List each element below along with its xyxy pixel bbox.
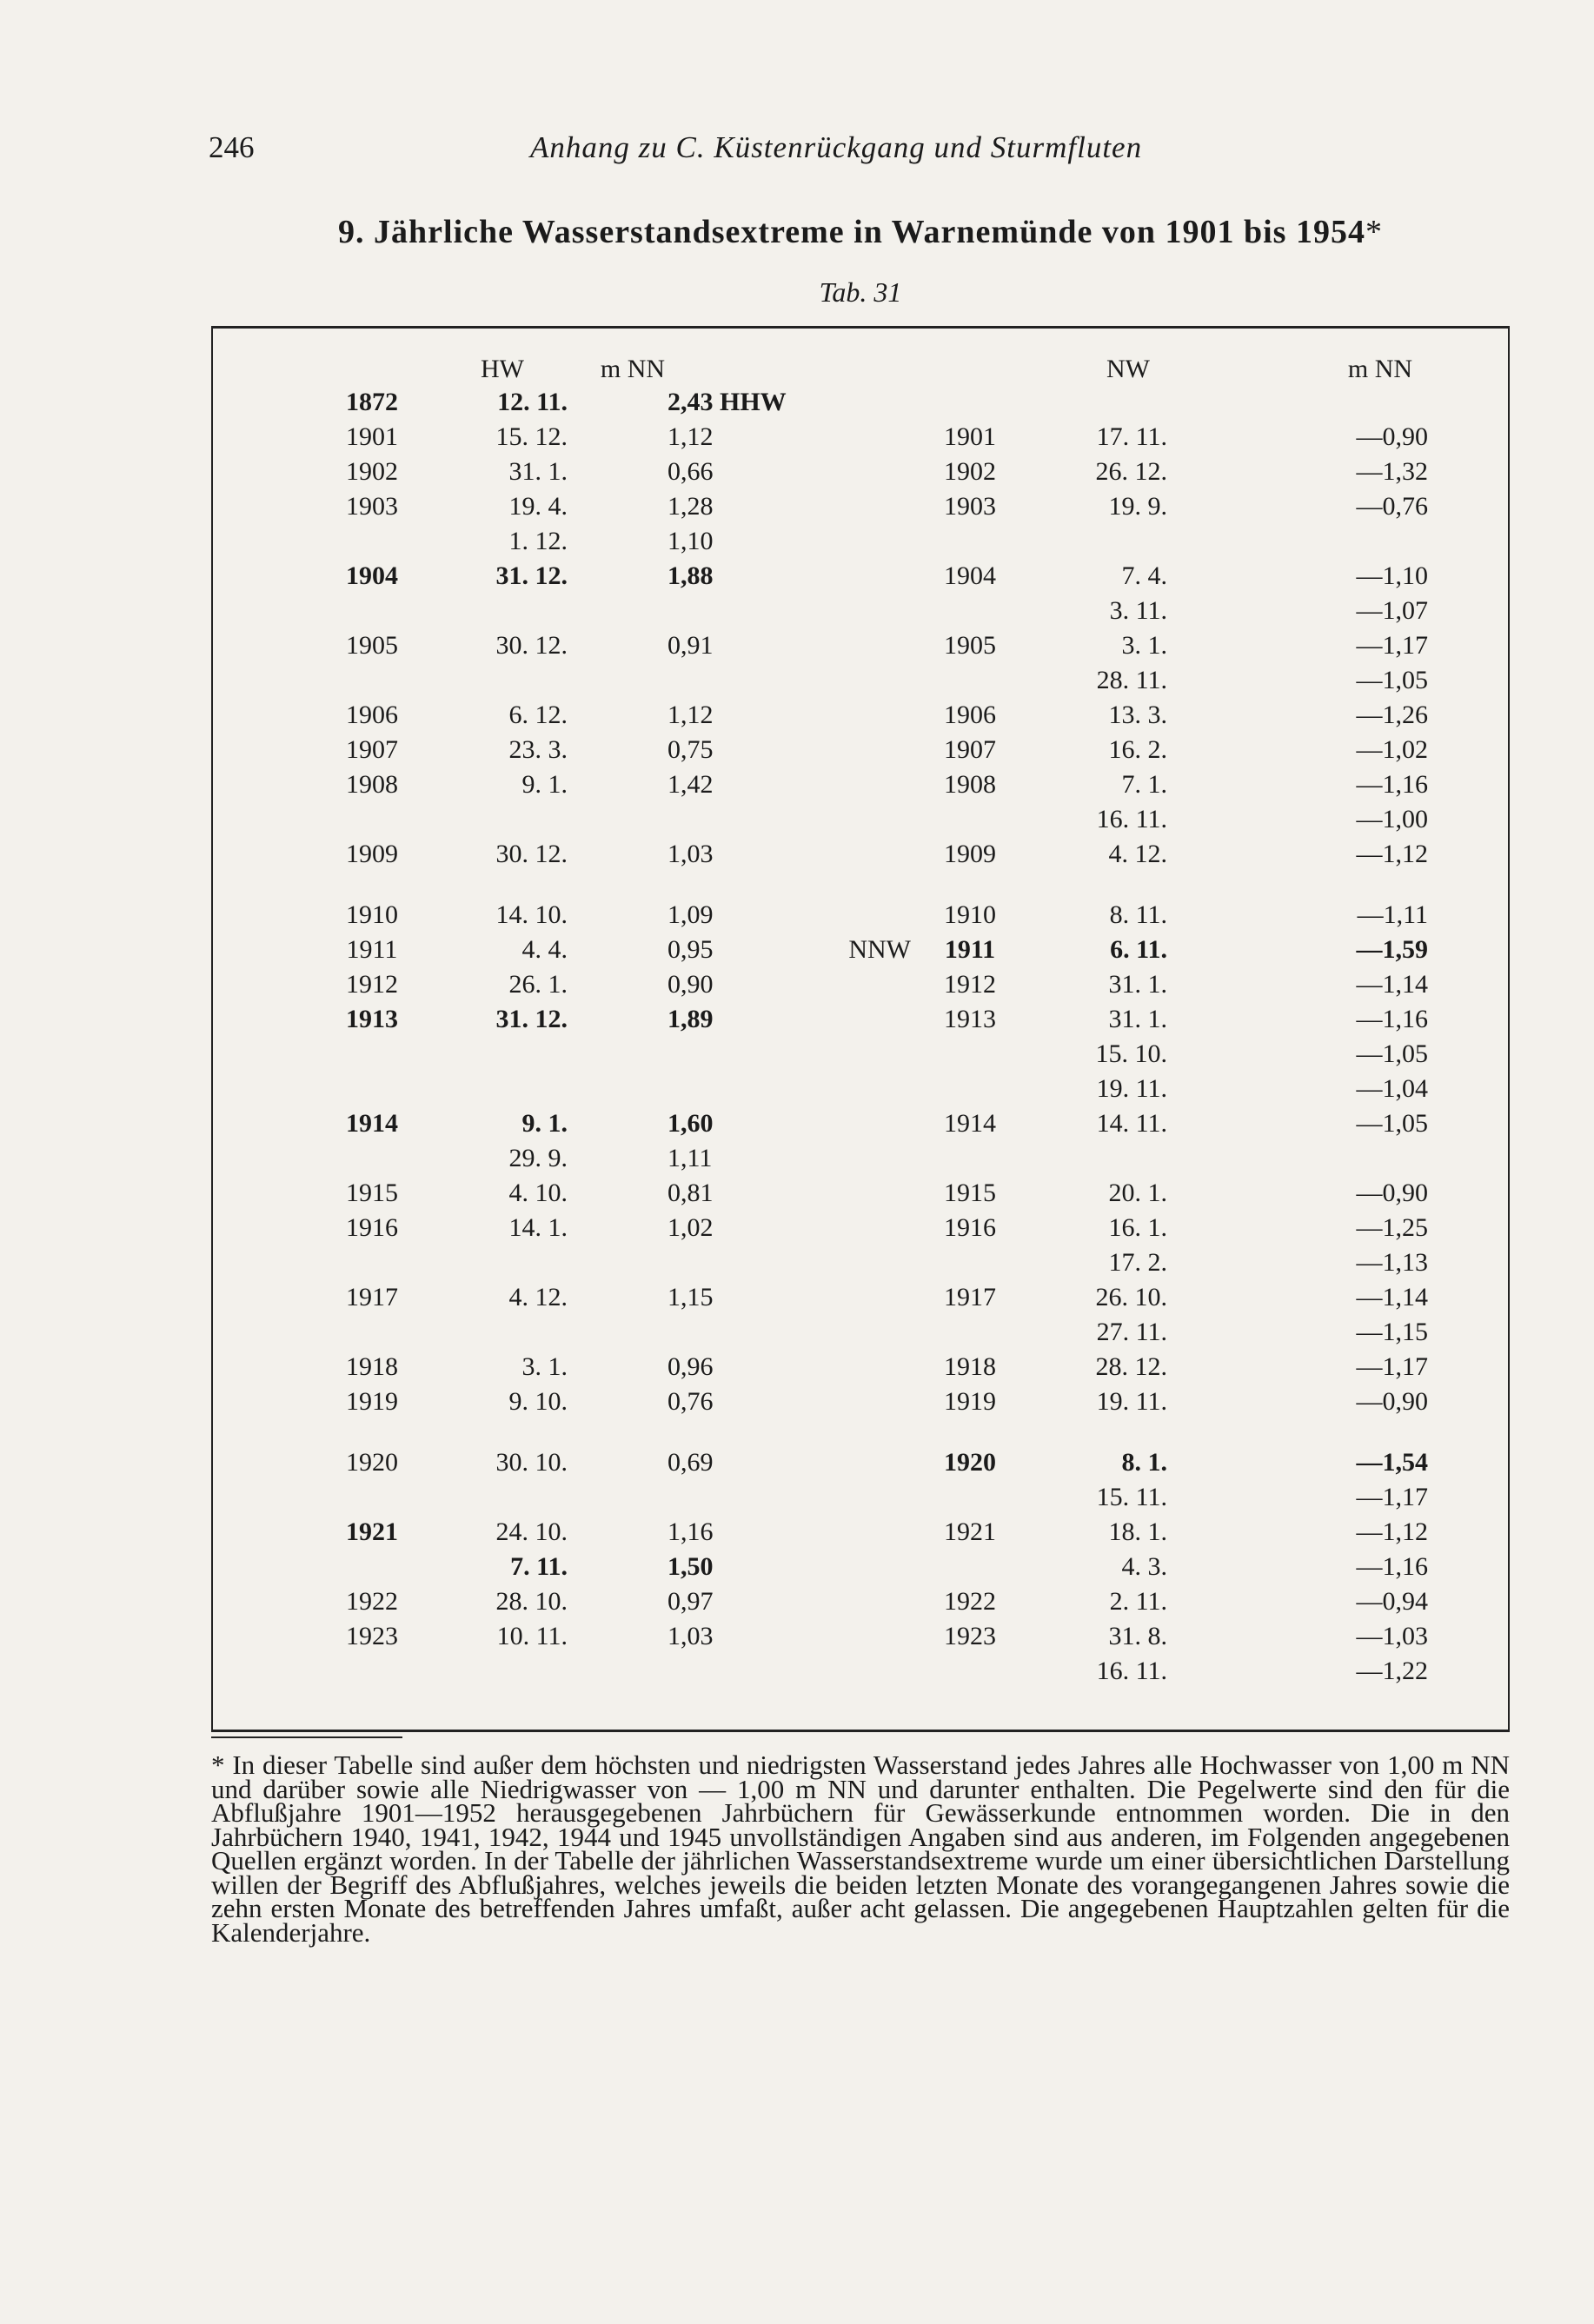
cell-year-nw: 1901 bbox=[944, 422, 996, 451]
cell-hw-value: 1,60 bbox=[667, 1109, 714, 1138]
cell-nw-value: —1,10 bbox=[1356, 561, 1428, 590]
cell-hw-date: 31. 12. bbox=[495, 1005, 568, 1033]
cell-hw-value: 2,43 HHW bbox=[667, 388, 787, 416]
cell-nw-value: —1,05 bbox=[1356, 666, 1428, 694]
cell-nw-date: 8. 11. bbox=[1109, 900, 1167, 929]
cell-nw-value: —1,16 bbox=[1356, 770, 1428, 799]
cell-nw-value: —1,02 bbox=[1356, 735, 1428, 764]
cell-year-hw: 1913 bbox=[346, 1005, 398, 1033]
table-row bbox=[211, 455, 1510, 489]
table-row bbox=[211, 663, 1510, 698]
cell-year-hw: 1919 bbox=[346, 1387, 398, 1416]
cell-nw-value: —1,11 bbox=[1357, 900, 1428, 929]
cell-hw-value: 0,95 bbox=[667, 935, 714, 964]
cell-hw-date: 29. 9. bbox=[508, 1144, 568, 1172]
cell-nw-date: 16. 1. bbox=[1108, 1213, 1167, 1242]
table-row bbox=[211, 698, 1510, 733]
table-row bbox=[211, 1280, 1510, 1315]
cell-hw-date: 9. 1. bbox=[521, 770, 568, 799]
cell-hw-date: 12. 11. bbox=[497, 388, 568, 416]
table-header bbox=[211, 355, 1510, 389]
table-row bbox=[211, 1350, 1510, 1384]
cell-year-nw: 1903 bbox=[944, 492, 996, 521]
cell-nw-value: —1,54 bbox=[1356, 1448, 1428, 1477]
table-row bbox=[211, 1072, 1510, 1106]
cell-hw-date: 7. 11. bbox=[510, 1552, 568, 1581]
cell-hw-value: 1,03 bbox=[667, 840, 714, 868]
cell-nw-value: —1,12 bbox=[1356, 1517, 1428, 1546]
cell-nw-value: —1,16 bbox=[1356, 1005, 1428, 1033]
table-row bbox=[211, 385, 1510, 420]
table-title-asterisk: * bbox=[1365, 214, 1383, 250]
table-row bbox=[211, 594, 1510, 628]
cell-year-hw: 1904 bbox=[346, 561, 398, 590]
cell-year-hw: 1910 bbox=[346, 900, 398, 929]
cell-year-nw: 1905 bbox=[944, 631, 996, 660]
cell-hw-value: 1,12 bbox=[667, 701, 714, 729]
cell-hw-date: 26. 1. bbox=[508, 970, 568, 999]
cell-year-nw: 1913 bbox=[944, 1005, 996, 1033]
table-row bbox=[211, 933, 1510, 967]
cell-year-nw: 1922 bbox=[944, 1587, 996, 1616]
cell-hw-date: 6. 12. bbox=[508, 701, 568, 729]
cell-year-nw: 1918 bbox=[944, 1352, 996, 1381]
cell-nw-date: 26. 12. bbox=[1095, 457, 1167, 486]
cell-year-nw: 1914 bbox=[944, 1109, 996, 1138]
cell-year-hw: 1921 bbox=[346, 1517, 398, 1546]
cell-year-nw: 1921 bbox=[944, 1517, 996, 1546]
cell-nw-date: 4. 12. bbox=[1108, 840, 1167, 868]
table-row bbox=[211, 420, 1510, 455]
cell-nw-value: —1,16 bbox=[1356, 1552, 1428, 1581]
cell-hw-date: 31. 12. bbox=[495, 561, 568, 590]
cell-nw-date: 19. 9. bbox=[1108, 492, 1167, 521]
cell-nw-value: —1,14 bbox=[1356, 970, 1428, 999]
cell-nw-date: 14. 11. bbox=[1096, 1109, 1167, 1138]
table-row bbox=[211, 1106, 1510, 1141]
header-hw-unit: m NN bbox=[600, 355, 666, 383]
cell-hw-value: 1,42 bbox=[667, 770, 714, 799]
cell-hw-value: 0,91 bbox=[667, 631, 714, 660]
cell-nw-value: —1,17 bbox=[1356, 1352, 1428, 1381]
cell-hw-date: 15. 12. bbox=[495, 422, 568, 451]
cell-hw-value: 1,50 bbox=[667, 1552, 714, 1581]
table-row bbox=[211, 489, 1510, 524]
cell-hw-date: 4. 4. bbox=[521, 935, 568, 964]
cell-hw-value: 1,11 bbox=[667, 1144, 713, 1172]
cell-hw-value: 1,02 bbox=[667, 1213, 714, 1242]
cell-hw-value: 0,69 bbox=[667, 1448, 714, 1477]
cell-year-hw: 1922 bbox=[346, 1587, 398, 1616]
cell-nw-date: 3. 11. bbox=[1109, 596, 1167, 625]
cell-hw-date: 10. 11. bbox=[496, 1622, 568, 1650]
cell-nw-value: —1,05 bbox=[1356, 1039, 1428, 1068]
cell-nw-value: —0,90 bbox=[1356, 1387, 1428, 1416]
cell-hw-date: 14. 1. bbox=[508, 1213, 568, 1242]
table-row bbox=[211, 1002, 1510, 1037]
table-row bbox=[211, 1384, 1510, 1419]
cell-nw-value: —1,26 bbox=[1356, 701, 1428, 729]
cell-year-hw: 1907 bbox=[346, 735, 398, 764]
cell-nw-value: —1,13 bbox=[1356, 1248, 1428, 1277]
cell-nw-date: 17. 2. bbox=[1108, 1248, 1167, 1277]
cell-year-hw: 1902 bbox=[346, 457, 398, 486]
footnote-rule bbox=[211, 1736, 402, 1738]
header-hw: HW bbox=[481, 355, 524, 383]
cell-nw-value: —1,04 bbox=[1356, 1074, 1428, 1103]
cell-hw-value: 0,97 bbox=[667, 1587, 714, 1616]
table-row bbox=[211, 524, 1510, 559]
table-row bbox=[211, 898, 1510, 933]
cell-nw-date: 16. 11. bbox=[1096, 1657, 1167, 1685]
cell-hw-value: 0,66 bbox=[667, 457, 714, 486]
table-row bbox=[211, 628, 1510, 663]
cell-hw-date: 1. 12. bbox=[508, 527, 568, 555]
cell-hw-value: 1,28 bbox=[667, 492, 714, 521]
cell-nw-value: —1,15 bbox=[1356, 1318, 1428, 1346]
cell-hw-date: 30. 12. bbox=[495, 840, 568, 868]
cell-hw-value: 1,89 bbox=[667, 1005, 714, 1033]
cell-hw-date: 9. 10. bbox=[508, 1387, 568, 1416]
cell-year-nw: 1916 bbox=[944, 1213, 996, 1242]
table-row bbox=[211, 733, 1510, 767]
cell-year-hw: 1909 bbox=[346, 840, 398, 868]
cell-nw-value: —1,12 bbox=[1356, 840, 1428, 868]
cell-nw-value: —1,17 bbox=[1356, 1483, 1428, 1511]
cell-nw-value: —1,22 bbox=[1356, 1657, 1428, 1685]
cell-nw-date: 28. 11. bbox=[1096, 666, 1167, 694]
cell-hw-date: 3. 1. bbox=[521, 1352, 568, 1381]
cell-hw-date: 30. 10. bbox=[495, 1448, 568, 1477]
cell-nw-value: —0,94 bbox=[1356, 1587, 1428, 1616]
cell-nw-date: 15. 11. bbox=[1096, 1483, 1167, 1511]
cell-hw-value: 0,90 bbox=[667, 970, 714, 999]
cell-year-hw: 1918 bbox=[346, 1352, 398, 1381]
cell-nw-date: 26. 10. bbox=[1095, 1283, 1167, 1311]
cell-year-hw: 1915 bbox=[346, 1179, 398, 1207]
cell-hw-value: 1,16 bbox=[667, 1517, 714, 1546]
header-nw-unit: m NN bbox=[1347, 355, 1413, 383]
table-row bbox=[211, 1654, 1510, 1689]
cell-hw-date: 31. 1. bbox=[508, 457, 568, 486]
cell-hw-value: 0,96 bbox=[667, 1352, 714, 1381]
table-row bbox=[211, 1550, 1510, 1584]
table-title bbox=[209, 213, 1512, 251]
cell-nw-date: 17. 11. bbox=[1096, 422, 1167, 451]
cell-hw-value: 1,12 bbox=[667, 422, 714, 451]
cell-nw-date: 18. 1. bbox=[1108, 1517, 1167, 1546]
cell-year-nw: 1911 bbox=[944, 935, 996, 964]
cell-year-nw: 1912 bbox=[944, 970, 996, 999]
cell-nw-value: —1,05 bbox=[1356, 1109, 1428, 1138]
cell-year-nw: 1906 bbox=[944, 701, 996, 729]
cell-year-hw: 1912 bbox=[346, 970, 398, 999]
cell-hw-date: 28. 10. bbox=[495, 1587, 568, 1616]
cell-year-nw: 1917 bbox=[944, 1283, 996, 1311]
table-row bbox=[211, 559, 1510, 594]
cell-year-hw: 1905 bbox=[346, 631, 398, 660]
cell-nw-date: 31. 1. bbox=[1108, 1005, 1167, 1033]
cell-year-nw: 1902 bbox=[944, 457, 996, 486]
cell-nw-date: 16. 11. bbox=[1096, 805, 1167, 833]
cell-hw-value: 1,10 bbox=[667, 527, 714, 555]
cell-year-hw: 1872 bbox=[346, 388, 398, 416]
cell-nw-date: 6. 11. bbox=[1110, 935, 1167, 964]
cell-hw-value: 0,81 bbox=[667, 1179, 714, 1207]
cell-year-nw: 1923 bbox=[944, 1622, 996, 1650]
cell-hw-value: 0,75 bbox=[667, 735, 714, 764]
table-number: Tab. 31 bbox=[819, 276, 902, 308]
cell-year-nw: 1907 bbox=[944, 735, 996, 764]
cell-nw-date: 7. 1. bbox=[1121, 770, 1167, 799]
cell-year-hw: 1906 bbox=[346, 701, 398, 729]
cell-year-hw: 1901 bbox=[346, 422, 398, 451]
table-row bbox=[211, 1211, 1510, 1245]
cell-year-hw: 1917 bbox=[346, 1283, 398, 1311]
cell-hw-date: 24. 10. bbox=[495, 1517, 568, 1546]
cell-nw-value: —1,03 bbox=[1356, 1622, 1428, 1650]
cell-nw-value: —1,25 bbox=[1356, 1213, 1428, 1242]
cell-year-nw: 1910 bbox=[944, 900, 996, 929]
cell-hw-value: 1,88 bbox=[667, 561, 714, 590]
table-row bbox=[211, 802, 1510, 837]
table-row bbox=[211, 837, 1510, 872]
cell-year-hw: 1916 bbox=[346, 1213, 398, 1242]
cell-nw-date: 31. 8. bbox=[1108, 1622, 1167, 1650]
cell-year-hw: 1920 bbox=[346, 1448, 398, 1477]
running-head bbox=[209, 130, 1512, 183]
cell-nw-date: 4. 3. bbox=[1121, 1552, 1167, 1581]
page-number: 246 bbox=[209, 130, 255, 164]
cell-hw-date: 9. 1. bbox=[521, 1109, 568, 1138]
cell-year-hw: 1903 bbox=[346, 492, 398, 521]
table-body bbox=[211, 385, 1510, 1689]
header-nw: NW bbox=[1106, 355, 1150, 383]
cell-nw-date: 27. 11. bbox=[1096, 1318, 1167, 1346]
cell-year-hw: 1911 bbox=[346, 935, 398, 964]
cell-nw-date: 31. 1. bbox=[1108, 970, 1167, 999]
table-row bbox=[211, 767, 1510, 802]
data-table bbox=[211, 326, 1510, 1732]
cell-hw-date: 14. 10. bbox=[495, 900, 568, 929]
cell-hw-value: 1,03 bbox=[667, 1622, 714, 1650]
running-title: Anhang zu C. Küstenrückgang und Sturmfluten bbox=[530, 130, 1143, 164]
cell-hw-value: 1,15 bbox=[667, 1283, 714, 1311]
cell-year-nw: 1919 bbox=[944, 1387, 996, 1416]
table-row bbox=[211, 1619, 1510, 1654]
footnote: * In dieser Tabelle sind außer dem höchsten und niedrigsten Wasserstand jedes Jahres alle Hochwasser von 1,00 m NN und darüber sowie alle Niedrigwasser von — 1,00 m NN und darunter enthalten. Die Pegelwerte sind den für die Abflußjahre 1901—1952 herausgegebenen Jahrbüchern für Gewässerkunde entnommen worden. Die in den Jahrbüchern 1940, 1941, 1942, 1944 und 1945 unvollständigen Angaben sind aus anderen, im Folgenden angegebenen Quellen ergänzt worden. In der Tabelle der jährlichen Wasserstandsextreme wurde um einer übersichtlichen Darstellung willen der Begriff des Abflußjahres, welches jeweils die beiden letzten Monate des vorangegangenen Jahres sowie die zehn ersten Monate des betreffenden Jahres umfaßt, außer acht gelassen. Die angegebenen Hauptzahlen gelten für die Kalenderjahre. bbox=[211, 1750, 1510, 1948]
cell-nw-value: —0,76 bbox=[1356, 492, 1428, 521]
cell-nw-date: 15. 10. bbox=[1095, 1039, 1167, 1068]
cell-year-hw: 1923 bbox=[346, 1622, 398, 1650]
cell-nw-value: —1,14 bbox=[1356, 1283, 1428, 1311]
cell-year-hw: 1908 bbox=[346, 770, 398, 799]
cell-year-hw: 1914 bbox=[346, 1109, 398, 1138]
cell-hw-date: 23. 3. bbox=[508, 735, 568, 764]
cell-nw-label: NNW bbox=[848, 935, 911, 964]
table-row bbox=[211, 1245, 1510, 1280]
cell-hw-date: 4. 12. bbox=[508, 1283, 568, 1311]
cell-nw-value: —1,17 bbox=[1356, 631, 1428, 660]
cell-year-nw: 1909 bbox=[944, 840, 996, 868]
cell-nw-date: 16. 2. bbox=[1108, 735, 1167, 764]
cell-year-nw: 1915 bbox=[944, 1179, 996, 1207]
cell-hw-date: 19. 4. bbox=[508, 492, 568, 521]
cell-nw-date: 19. 11. bbox=[1096, 1074, 1167, 1103]
cell-nw-value: —1,07 bbox=[1356, 596, 1428, 625]
cell-year-nw: 1904 bbox=[944, 561, 996, 590]
cell-nw-date: 19. 11. bbox=[1096, 1387, 1167, 1416]
table-title-text: 9. Jährliche Wasserstandsextreme in Warnemünde von 1901 bis 1954 bbox=[338, 214, 1365, 250]
cell-nw-value: —1,00 bbox=[1356, 805, 1428, 833]
cell-nw-date: 3. 1. bbox=[1121, 631, 1167, 660]
cell-year-nw: 1920 bbox=[944, 1448, 996, 1477]
cell-nw-date: 2. 11. bbox=[1109, 1587, 1167, 1616]
cell-year-nw: 1908 bbox=[944, 770, 996, 799]
cell-nw-value: —1,32 bbox=[1356, 457, 1428, 486]
cell-nw-date: 13. 3. bbox=[1108, 701, 1167, 729]
table-row bbox=[211, 1445, 1510, 1480]
table-row bbox=[211, 967, 1510, 1002]
table-row bbox=[211, 1141, 1510, 1176]
cell-nw-value: —0,90 bbox=[1356, 422, 1428, 451]
cell-hw-value: 0,76 bbox=[667, 1387, 714, 1416]
table-row bbox=[211, 1515, 1510, 1550]
cell-nw-date: 8. 1. bbox=[1121, 1448, 1167, 1477]
table-row bbox=[211, 1584, 1510, 1619]
cell-hw-value: 1,09 bbox=[667, 900, 714, 929]
cell-nw-value: —1,59 bbox=[1356, 935, 1428, 964]
table-row bbox=[211, 1480, 1510, 1515]
cell-hw-date: 30. 12. bbox=[495, 631, 568, 660]
cell-nw-date: 28. 12. bbox=[1095, 1352, 1167, 1381]
table-row bbox=[211, 1037, 1510, 1072]
cell-hw-date: 4. 10. bbox=[508, 1179, 568, 1207]
cell-nw-date: 7. 4. bbox=[1121, 561, 1167, 590]
table-row bbox=[211, 1176, 1510, 1211]
cell-nw-date: 20. 1. bbox=[1108, 1179, 1167, 1207]
cell-nw-value: —0,90 bbox=[1356, 1179, 1428, 1207]
table-row bbox=[211, 1315, 1510, 1350]
